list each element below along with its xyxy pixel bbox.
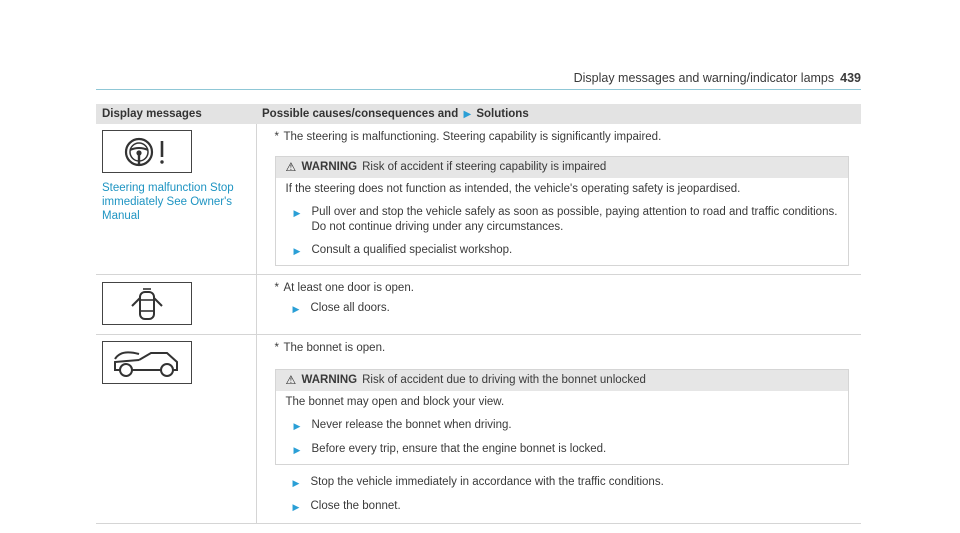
col-header-solutions-label: Solutions — [476, 108, 529, 120]
bullet-star: * — [274, 342, 279, 354]
warning-text: If the steering does not function as intended, the vehicle's operating safety is jeopardised. — [285, 183, 741, 195]
warning-title: Risk of accident if steering capability is impaired — [362, 161, 607, 173]
table-row — [96, 335, 861, 524]
table-row — [96, 275, 861, 335]
table-row — [96, 124, 861, 275]
warning-triangle-icon: ⚠ — [285, 373, 297, 387]
display-message-cell — [96, 335, 256, 524]
step-text: Stop the vehicle immediately in accordance with the traffic conditions. — [310, 476, 664, 488]
warning-label: WARNING — [301, 374, 358, 386]
warning-step — [294, 243, 839, 259]
step-text: Never release the bonnet when driving. — [311, 419, 512, 431]
step-text: Close all doors. — [310, 302, 390, 314]
causes-cell — [256, 124, 861, 275]
warning-step — [294, 205, 839, 235]
warning-header — [276, 157, 849, 178]
display-message-cell — [96, 124, 256, 275]
cause-text — [275, 281, 850, 296]
step-text: Consult a qualified specialist workshop. — [311, 244, 513, 256]
cause-label: At least one door is open. — [283, 282, 414, 294]
step-arrow-icon: ▶ — [292, 478, 300, 488]
warning-box — [275, 156, 850, 266]
cause-label: The bonnet is open. — [283, 342, 386, 354]
step-arrow-icon: ▶ — [293, 421, 301, 431]
display-message-cell — [96, 275, 256, 335]
col-header-display-messages: Display messages — [96, 104, 256, 124]
header-title: Display messages and warning/indicator lamps — [573, 71, 835, 85]
step-arrow-icon: ▶ — [293, 246, 301, 256]
warning-header — [276, 370, 849, 391]
warning-triangle-icon: ⚠ — [285, 160, 297, 174]
warning-box — [275, 369, 850, 465]
solution-step — [293, 499, 850, 515]
cause-label: The steering is malfunctioning. Steering capability is significantly impaired. — [283, 131, 662, 143]
step-text: Before every trip, ensure that the engine bonnet is locked. — [311, 443, 607, 455]
running-header — [574, 71, 861, 85]
warning-text: The bonnet may open and block your view. — [285, 396, 505, 408]
warning-body — [276, 391, 849, 464]
bonnet-open-icon — [102, 341, 192, 384]
col-header-causes-label: Possible causes/consequences and — [262, 108, 459, 120]
step-arrow-icon: ▶ — [293, 445, 301, 455]
solution-step — [293, 301, 850, 317]
step-text: Close the bonnet. — [310, 500, 401, 512]
cause-text — [275, 341, 850, 356]
step-arrow-icon: ▶ — [293, 208, 301, 218]
solution-step — [293, 475, 850, 491]
col-header-causes — [256, 104, 861, 124]
step-text: Pull over and stop the vehicle safely as soon as possible, paying attention to road and traffic conditions. Do not continue driving under any circumstances. — [311, 206, 838, 233]
step-arrow-icon: ▶ — [292, 304, 300, 314]
step-arrow-icon: ▶ — [292, 502, 300, 512]
causes-cell — [256, 335, 861, 524]
causes-cell — [256, 275, 861, 335]
display-messages-table — [96, 104, 861, 524]
door-open-icon — [102, 282, 192, 325]
warning-step — [294, 442, 839, 458]
cause-text — [275, 130, 850, 145]
warning-title: Risk of accident due to driving with the bonnet unlocked — [362, 374, 646, 386]
bullet-star: * — [274, 282, 279, 294]
page-number: 439 — [840, 71, 861, 85]
table-header-row — [96, 104, 861, 124]
display-message-text: Steering malfunction Stop immediately See Owner's Manual — [102, 182, 234, 222]
solution-arrow-icon: ▶ — [463, 109, 472, 120]
warning-body — [276, 178, 849, 265]
header-rule — [96, 89, 861, 90]
bullet-star: * — [274, 131, 279, 143]
warning-label: WARNING — [301, 161, 358, 173]
warning-step — [294, 418, 839, 434]
steering-warning-icon — [102, 130, 192, 173]
